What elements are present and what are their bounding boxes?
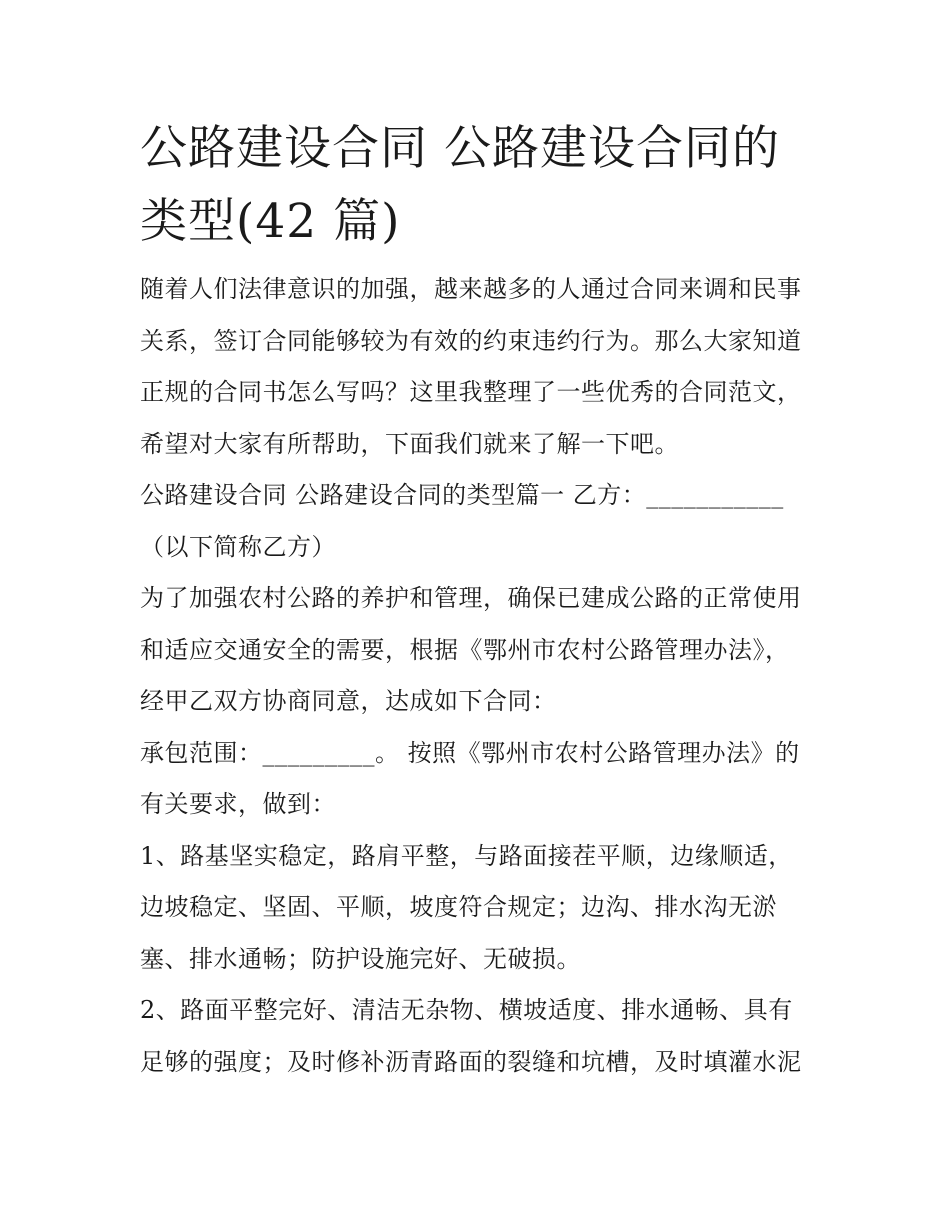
- document-page: [140, 112, 820, 1088]
- title-line: 公路建设合同 公路建设合同的: [140, 121, 780, 176]
- party-b-paragraph: [140, 470, 820, 573]
- text-line: 经甲乙双方协商同意，达成如下合同：: [140, 687, 557, 715]
- text-line: 边坡稳定、坚固、平顺，坡度符合规定；边沟、排水沟无淤: [140, 893, 777, 921]
- title-line: 类型(42 篇): [140, 194, 401, 249]
- text-line: 希望对大家有所帮助，下面我们就来了解一下吧。: [140, 429, 679, 458]
- text-line: 有关要求，做到：: [140, 790, 336, 818]
- text-line: 公路建设合同 公路建设合同的类型篇一 乙方：___________: [140, 481, 784, 509]
- text-line: （以下简称乙方）: [140, 532, 336, 561]
- text-line: 承包范围：_________。 按照《鄂州市农村公路管理办法》的: [140, 738, 800, 767]
- purpose-paragraph: [140, 573, 820, 728]
- text-line: 正规的合同书怎么写吗？这里我整理了一些优秀的合同范文，: [140, 378, 802, 406]
- intro-paragraph: [140, 264, 820, 470]
- scope-paragraph: [140, 728, 820, 831]
- text-line: 关系，签订合同能够较为有效的约束违约行为。那么大家知道: [140, 326, 802, 355]
- document-title: [140, 112, 820, 258]
- text-line: 2、路面平整完好、清洁无杂物、横坡适度、排水通畅、具有: [140, 996, 793, 1024]
- text-line: 塞、排水通畅；防护设施完好、无破损。: [140, 944, 581, 973]
- clause-1-paragraph: [140, 831, 820, 986]
- text-line: 随着人们法律意识的加强，越来越多的人通过合同来调和民事: [140, 275, 802, 303]
- clause-2-paragraph: [140, 985, 820, 1088]
- text-line: 为了加强农村公路的养护和管理，确保已建成公路的正常使用: [140, 584, 802, 612]
- text-line: 和适应交通安全的需要，根据《鄂州市农村公路管理办法》，: [140, 635, 790, 664]
- text-line: 足够的强度；及时修补沥青路面的裂缝和坑槽，及时填灌水泥: [140, 1047, 802, 1076]
- text-line: 1、路基坚实稳定，路肩平整，与路面接茬平顺，边缘顺适，: [140, 841, 793, 870]
